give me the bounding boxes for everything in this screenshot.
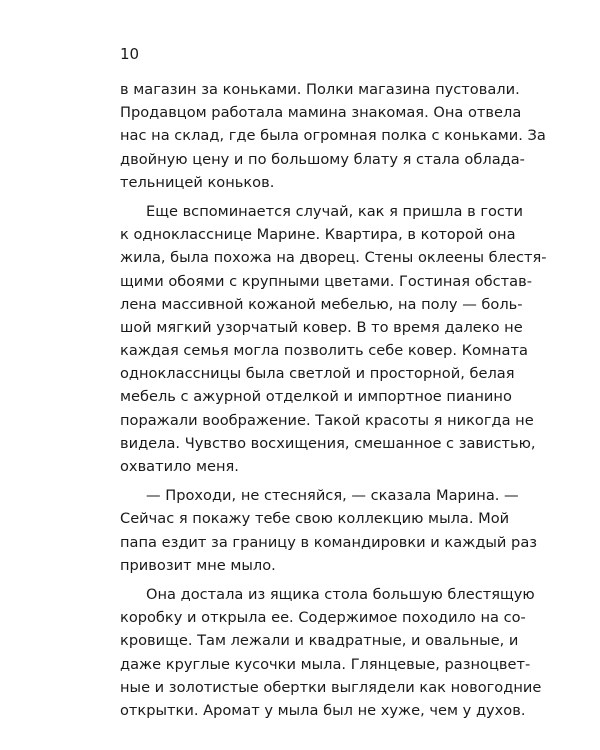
text-line: ные и золотистые обертки выглядели как новогодние	[120, 678, 542, 696]
text-line: Еще вспоминается случай, как я пришла в гости	[146, 202, 523, 220]
text-line: коробку и открыла ее. Содержимое походило на со-	[120, 609, 526, 627]
text-line: лена массивной кожаной мебелью, на полу — боль-	[120, 295, 523, 313]
text-line: кровище. Там лежали и квадратные, и овальные, и	[120, 632, 519, 650]
text-line: — Проходи, не стесняйся, — сказала Марина. —	[146, 487, 519, 505]
text-line: шой мягкий узорчатый ковер. В то время далеко не	[120, 318, 523, 336]
text-line: привозит мне мыло.	[120, 556, 276, 574]
text-line: щими обоями с крупными цветами. Гостиная обстав-	[120, 272, 532, 290]
paragraph-3	[120, 484, 538, 577]
text-line: жила, была похожа на дворец. Стены оклеены блестя-	[120, 249, 547, 267]
text-line: охватило меня.	[120, 458, 239, 475]
text-line: даже круглые кусочки мыла. Глянцевые, разноцвет-	[120, 655, 531, 673]
text-line: в магазин за коньками. Полки магазина пустовали.	[120, 81, 520, 98]
text-line: папа ездит за границу в командировки и каждый раз	[120, 533, 538, 551]
page-number: 10	[120, 45, 140, 63]
text-line: нас на склад, где была огромная полка с коньками. За	[120, 127, 546, 145]
text-line: видела. Чувство восхищения, смешанное с завистью,	[120, 434, 536, 452]
paragraph-1	[120, 78, 546, 194]
paragraph-4	[120, 583, 542, 722]
paragraph-2	[120, 200, 547, 478]
body-text	[120, 78, 547, 722]
text-line: к однокласснице Марине. Квартира, в которой она	[120, 226, 516, 244]
text-line: каждая семья могла позволить себе ковер. Комната	[120, 342, 528, 360]
text-line: открытки. Аромат у мыла был не хуже, чем у духов.	[120, 701, 526, 719]
text-line: двойную цену и по большому блату я стала облада-	[120, 150, 525, 168]
text-line: тельницей коньков.	[120, 173, 275, 191]
text-line: Продавцом работала мамина знакомая. Она отвела	[120, 104, 522, 122]
text-line: одноклассницы была светлой и просторной, белая	[120, 365, 515, 383]
text-line: поражали воображение. Такой красоты я никогда не	[120, 411, 534, 429]
text-line: Сейчас я покажу тебе свою коллекцию мыла. Мой	[120, 510, 510, 528]
text-line: Она достала из ящика стола большую блестящую	[146, 585, 535, 603]
text-line: мебель с ажурной отделкой и импортное пианино	[120, 388, 512, 406]
